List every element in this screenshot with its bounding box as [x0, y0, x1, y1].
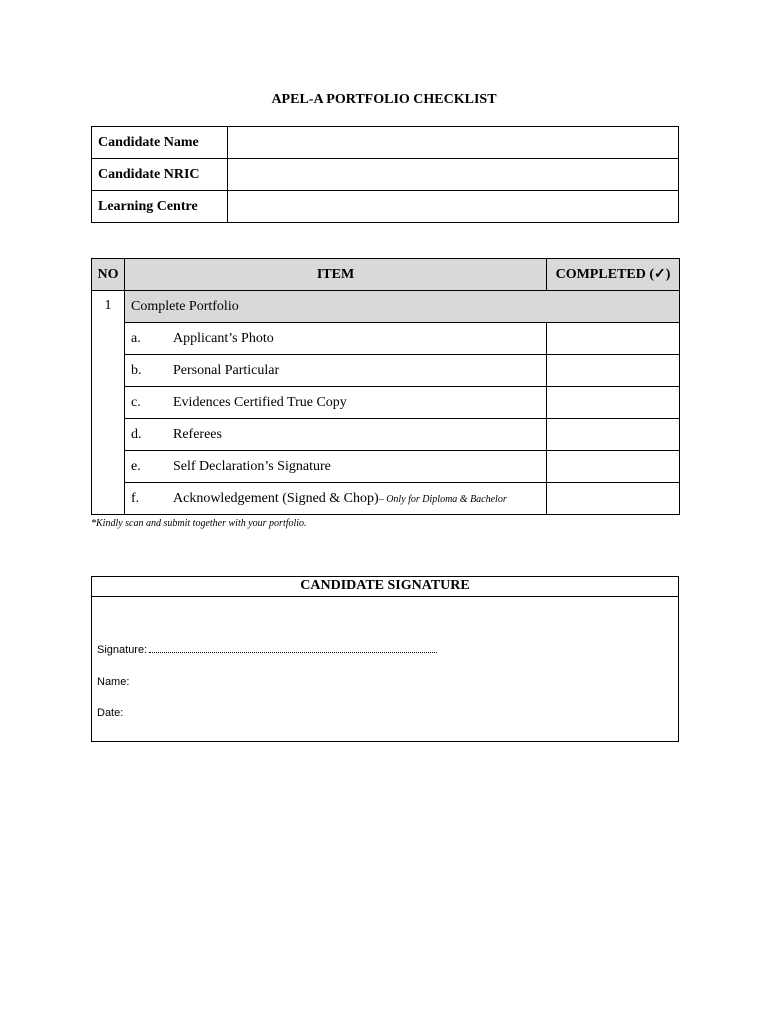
item-label: Evidences Certified True Copy — [173, 394, 347, 410]
item-letter: a. — [131, 330, 141, 346]
item-letter: d. — [131, 426, 142, 442]
portfolio-checklist-table — [91, 258, 680, 515]
signature-label: Signature: — [97, 644, 148, 656]
candidate-info-table — [91, 126, 679, 223]
section-row — [92, 291, 680, 323]
table-row — [92, 387, 680, 419]
date-label: Date: — [97, 707, 124, 719]
completed-checkbox-cell[interactable] — [547, 483, 680, 515]
table-row — [92, 127, 679, 159]
completed-checkbox-cell[interactable] — [547, 419, 680, 451]
checklist-item — [125, 451, 547, 483]
signature-heading: CANDIDATE SIGNATURE — [92, 577, 678, 597]
checklist-item — [125, 323, 547, 355]
item-letter: b. — [131, 362, 142, 378]
completed-checkbox-cell[interactable] — [547, 451, 680, 483]
name-label: Name: — [97, 676, 130, 688]
checklist-item — [125, 419, 547, 451]
candidate-nric-field[interactable] — [228, 159, 679, 191]
item-note: – Only for Diploma & Bachelor — [378, 493, 507, 505]
item-letter: c. — [131, 394, 141, 410]
table-row — [92, 451, 680, 483]
item-label: Applicant’s Photo — [173, 330, 274, 346]
section-label: Complete Portfolio — [125, 291, 680, 323]
table-header-row — [92, 259, 680, 291]
checklist-item — [125, 387, 547, 419]
item-label: Self Declaration’s Signature — [173, 458, 331, 474]
item-column-header: ITEM — [125, 259, 547, 291]
completed-checkbox-cell[interactable] — [547, 387, 680, 419]
candidate-name-field[interactable] — [228, 127, 679, 159]
candidate-nric-label: Candidate NRIC — [92, 159, 228, 191]
item-label: Acknowledgement (Signed & Chop) — [173, 490, 379, 506]
table-row — [92, 159, 679, 191]
checklist-item — [125, 483, 547, 515]
table-row — [92, 419, 680, 451]
item-label: Personal Particular — [173, 362, 280, 378]
completed-checkbox-cell[interactable] — [547, 355, 680, 387]
item-letter: f. — [131, 490, 140, 506]
table-row — [92, 355, 680, 387]
footnote: *Kindly scan and submit together with your portfolio. — [91, 518, 307, 529]
learning-centre-label: Learning Centre — [92, 191, 228, 223]
signature-line[interactable] — [149, 643, 437, 653]
section-number: 1 — [92, 291, 125, 515]
completed-column-header: COMPLETED (✓) — [547, 259, 680, 291]
item-label: Referees — [173, 426, 222, 442]
learning-centre-field[interactable] — [228, 191, 679, 223]
candidate-signature-box — [91, 576, 679, 742]
table-row — [92, 191, 679, 223]
checklist-item — [125, 355, 547, 387]
table-row — [92, 323, 680, 355]
page-title: APEL-A PORTFOLIO CHECKLIST — [271, 92, 497, 107]
candidate-name-label: Candidate Name — [92, 127, 228, 159]
item-letter: e. — [131, 458, 141, 474]
signature-row — [97, 643, 437, 656]
no-column-header: NO — [92, 259, 125, 291]
table-row — [92, 483, 680, 515]
completed-checkbox-cell[interactable] — [547, 323, 680, 355]
